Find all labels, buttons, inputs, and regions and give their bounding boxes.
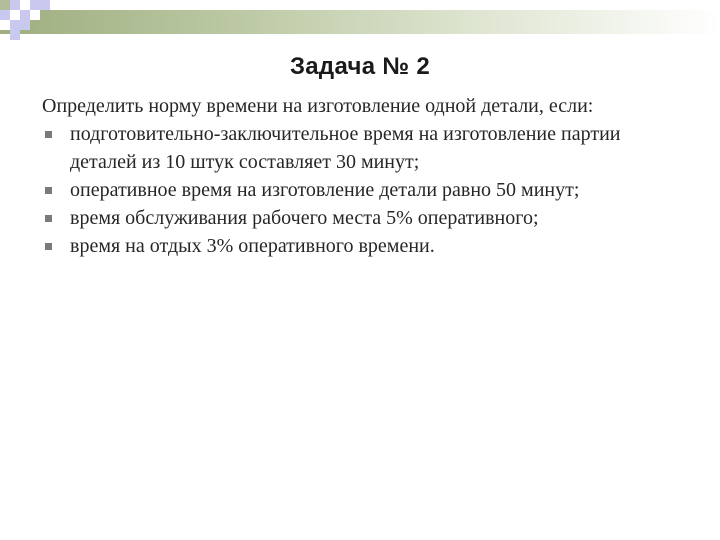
deco-square bbox=[0, 20, 10, 30]
square-bullet-icon bbox=[45, 243, 52, 250]
square-bullet-icon bbox=[45, 131, 52, 138]
deco-square bbox=[20, 0, 30, 10]
list-item bbox=[42, 176, 682, 204]
list-item-text: время обслуживания рабочего места 5% оперативного; bbox=[70, 207, 539, 229]
deco-square bbox=[10, 0, 20, 10]
deco-square bbox=[30, 0, 40, 10]
deco-square bbox=[20, 10, 30, 20]
deco-square bbox=[30, 10, 40, 20]
list-item-text: подготовительно-заключительное время на изготовление партии деталей из 10 штук составляет 30 минут; bbox=[70, 123, 621, 173]
deco-square bbox=[20, 20, 30, 30]
square-bullet-icon bbox=[45, 215, 52, 222]
condition-list bbox=[42, 120, 682, 260]
list-item bbox=[42, 204, 682, 232]
deco-square bbox=[10, 10, 20, 20]
slide-body bbox=[42, 92, 682, 260]
deco-square bbox=[0, 10, 10, 20]
deco-square bbox=[0, 0, 10, 10]
list-item-text: оперативное время на изготовление детали равно 50 минут; bbox=[70, 179, 580, 201]
deco-square bbox=[10, 30, 20, 40]
deco-square bbox=[10, 20, 20, 30]
task-intro: Определить норму времени на изготовление одной детали, если: bbox=[42, 95, 594, 117]
list-item bbox=[42, 120, 682, 176]
header-banner bbox=[0, 10, 720, 34]
deco-square bbox=[40, 0, 50, 10]
slide-title: Задача № 2 bbox=[289, 53, 431, 80]
list-item bbox=[42, 232, 682, 260]
square-bullet-icon bbox=[45, 187, 52, 194]
list-item-text: время на отдых 3% оперативного времени. bbox=[70, 235, 435, 257]
decorative-squares bbox=[0, 0, 60, 44]
